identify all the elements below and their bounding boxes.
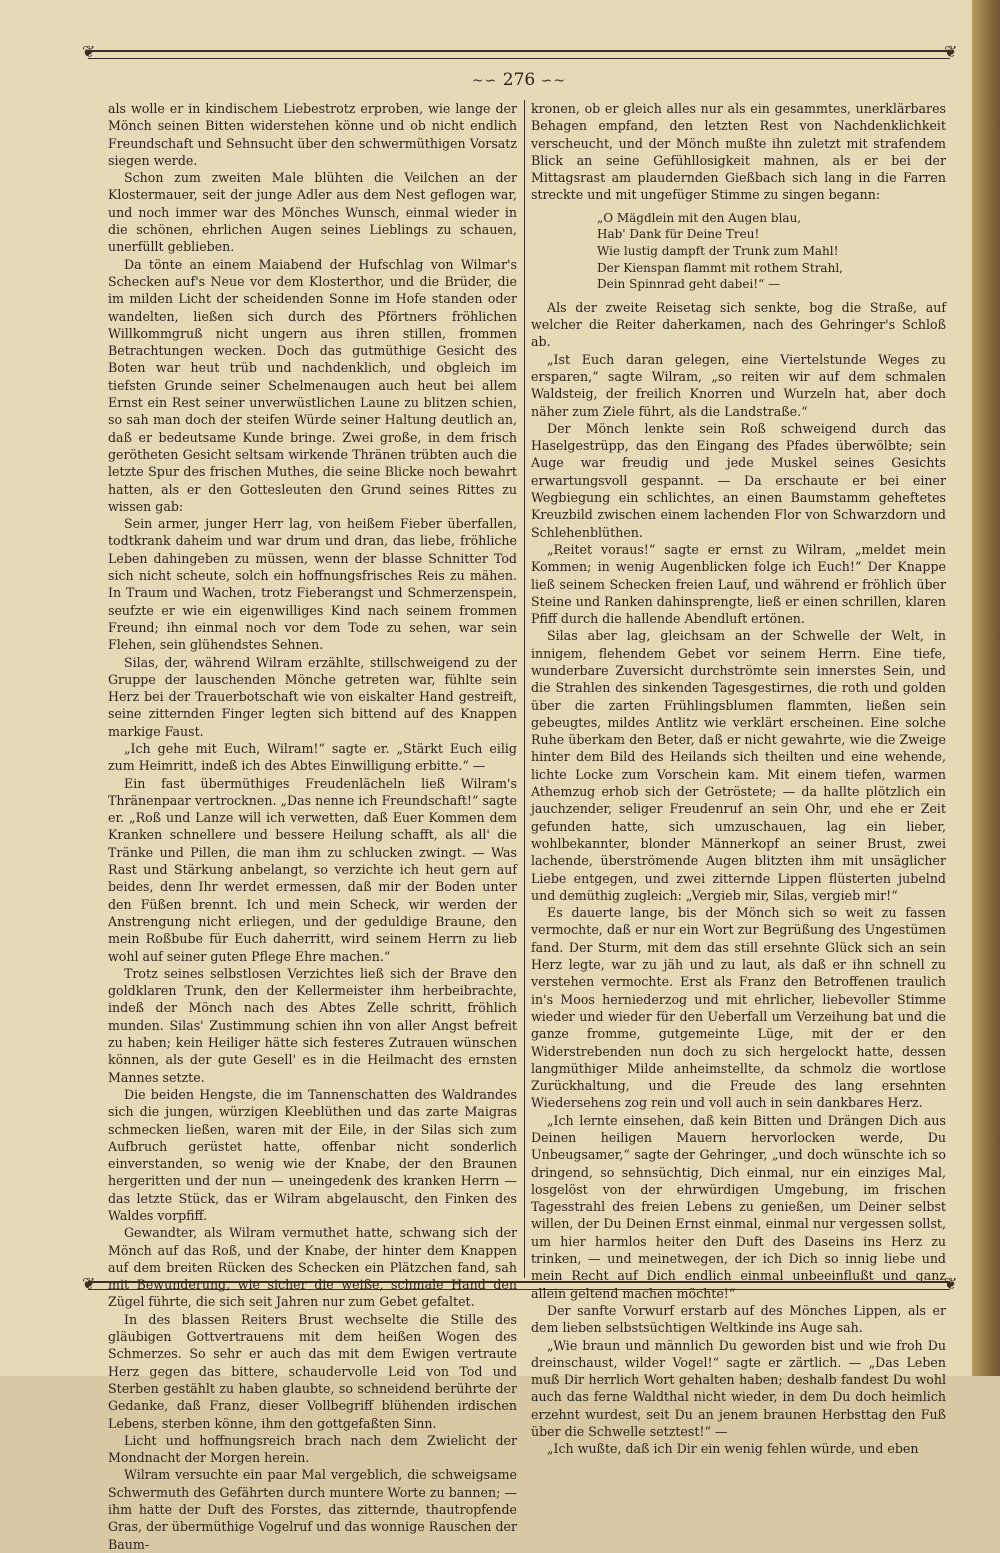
paragraph: Gewandter, als Wilram vermuthet hatte, schwang sich der Mönch auf das Roß, und der Knabe, der hinter dem Knappen auf dem breiten Rücken des Schecken ein Plätzchen fand, sah mit Bewunderung, wie sicher die weiße, schmale Hand den Zügel führte, die sich seit Jahren nur zum Gebet gefaltet. [108,1225,517,1310]
flourish-left-icon: ~∽ [471,73,498,89]
paragraph: Licht und hoffnungsreich brach nach dem Zwielicht der Mondnacht der Morgen herein. [108,1432,517,1466]
paragraph: Da tönte an einem Maiabend der Hufschlag von Wilmar's Schecken auf's Neue vor dem Klosterthor, und die Brüder, die im milden Licht der scheidenden Sonne im Hofe standen oder wandelten, ließen sich durch des Pförtners fröhlichen Willkommgruß nicht ungern aus ihren stillen, frommen Betrachtungen wecken. Doch das gutmüthige Gesicht des Boten war heut trüb und nachdenklich, und obgleich im tiefsten Grunde seiner Schelmenaugen auch heut bei allem Ernst ein Rest seiner unverwüstlichen Laune zu blitzen schien, so sah man doch der steifen Würde seiner Haltung deutlich an, daß er bedeutsame Kunde bringe. Zwei große, in dem frisch gerötheten Gesicht seltsam wirkende Thränen trübten auch die letzte Spur des frischen Muthes, die seine Blicke noch bewahrt hatten, als er den Gottesleuten den Grund seines Rittes zu wissen gab: [108,256,517,514]
page-number: 276 [502,70,536,90]
paragraph: Als der zweite Reisetag sich senkte, bog die Straße, auf welcher die Reiter daherkamen, nach des Gehringer's Schloß ab. [531,299,946,350]
paragraph: Schon zum zweiten Male blühten die Veilchen an der Klostermauer, seit der junge Adler aus dem Nest geflogen war, und noch immer war des Mönches Wunsch, einmal wieder in die schönen, ehrlichen Augen seines Lieblings zu schauen, unerfüllt geblieben. [108,170,517,255]
poem [597,210,946,293]
page-edge-shadow [972,0,1000,1376]
right-column [531,100,946,1457]
paragraph: Silas aber lag, gleichsam an der Schwelle der Welt, in innigem, flehendem Gebet vor seinem Herrn. Eine tiefe, wunderbare Zuversicht durchströmte sein innerstes Sein, und die Strahlen des sinkenden Tagesgestirnes, die roth und golden über die zarten Frühlingsblumen flammten, ließen sein gebeugtes, mildes Antlitz wie verklärt erscheinen. Eine solche Ruhe überkam den Beter, daß er nicht gewahrte, wie die Zweige hinter dem Bild des Heilands sich theilten und eine wehende, lichte Locke zum Vorschein kam. Mit einem tiefen, warmen Athemzug erhob sich der Getröstete; — da hallte plötzlich ein jauchzender, seliger Freudenruf an sein Ohr, und ehe er Zeit gefunden hatte, sich umzuschauen, lag ein lieber, wohlbekannter, blonder Männerkopf an seiner Brust, zwei lachende, überströmende Augen blitzten ihm mit unsäglicher Liebe entgegen, und zwei zitternde Lippen flüsterten jubelnd und demüthig zugleich: „Vergieb mir, Silas, vergieb mir!“ [531,628,946,903]
paragraph: „Ich gehe mit Euch, Wilram!“ sagte er. „Stärkt Euch eilig zum Heimritt, indeß ich des Abtes Einwilligung erbitte.“ — [108,740,517,774]
paragraph: Der Mönch lenkte sein Roß schweigend durch das Haselgestrüpp, das den Eingang des Pfades überwölbte; sein Auge war freudig und jede Muskel seines Gesichts erwartungsvoll gespannt. — Da erschaute er bei einer Wegbiegung ein schlichtes, an einen Baumstamm geheftetes Kreuzbild zwischen einem lachenden Flor von Schwarzdorn und Schlehenblüthen. [531,420,946,540]
paragraph: Silas, der, während Wilram erzählte, stillschweigend zu der Gruppe der lauschenden Mönche getreten war, fühlte sein Herz bei der Trauerbotschaft wie von eiskalter Hand gestreift, seine zitternden Finger legten sich bittend auf des Knappen markige Faust. [108,654,517,739]
paragraph: Der sanfte Vorwurf erstarb auf des Mönches Lippen, als er dem lieben selbstsüchtigen Weltkinde ins Auge sah. [531,1302,946,1336]
top-border-rule [88,50,950,59]
paragraph: „Ich wußte, daß ich Dir ein wenig fehlen würde, und eben [547,1441,919,1457]
left-column [108,100,517,1552]
paragraph: „Ich lernte einsehen, daß kein Bitten und Drängen Dich aus Deinen heiligen Mauern hervorlocken werde, Du Unbeugsamer,“ sagte der Gehringer, „und doch wünschte ich so dringend, so sehnsüchtig, Dich einmal, nur ein einziges Mal, losgelöst von der ehrwürdigen Umgebung, im frischen Tagesstrahl des freien Lebens zu genießen, um Deiner selbst willen, der Du Deinen Ernst einmal, einmal nur vergessen sollst, um hier harmlos heiter den Duft des Daseins ins Herz zu trinken, — und meinetwegen, der ich Dich so innig liebe und mein Recht auf Dich endlich einmal unbeeinflußt und ganz allein geltend machen möchte!“ [531,1112,946,1301]
paragraph: kronen, ob er gleich alles nur als ein gesammtes, unerklärbares Behagen empfand, den letzten Rest von Nachdenklichkeit verscheucht, und der Mönch mußte ihn zuletzt mit strafendem Blick an seine Gefühllosigkeit mahnen, als er bei der Mittagsrast am plaudernden Gießbach sich lang in die Farren streckte und mit ungefüger Stimme zu singen begann: [531,101,946,203]
paragraph: „Wie braun und männlich Du geworden bist und wie froh Du dreinschaust, wilder Vogel!“ sagte er zärtlich. — „Das Leben muß Dir herrlich Wort gehalten haben; deshalb fandest Du wohl auch das ferne Waldthal nicht wieder, in dem Du doch heimlich erzehnt wurdest, seit Du an jenem braunen Herbsttag den Fuß über die Schwelle setztest!“ — [531,1337,946,1440]
paragraph: als wolle er in kindischem Liebestrotz erproben, wie lange der Mönch seinen Bitten widerstehen könne und ob nicht endlich Freundschaft und Sehnsucht über den schwermüthigen Vorsatz siegen werde. [108,101,517,168]
column-divider [524,100,525,1278]
poem-line: Hab' Dank für Deine Treu! [597,227,760,242]
corner-ornament-icon: ❦ [82,42,96,61]
paragraph: Sein armer, junger Herr lag, von heißem Fieber überfallen, todtkrank daheim und war drum und dran, das liebe, fröhliche Leben dahingeben zu müssen, wenn der blasse Schnitter Tod sich nicht scheute, solch ein hoffnungsfrisches Reis zu mähen. In Traum und Wachen, trotz Fieberangst und Schmerzenspein, seufzte er wie ein eigenwilliges Kind nach seinem frommen Freund; ihn einmal noch vor dem Tode zu sehen, war sein Flehen, sein glühendstes Sehnen. [108,516,517,653]
poem-line: Wie lustig dampft der Trunk zum Mahl! [597,243,839,258]
corner-ornament-icon: ❦ [82,1274,96,1293]
page-header [88,68,950,92]
paragraph: Ein fast übermüthiges Freudenlächeln ließ Wilram's Thränenpaar vertrocknen. „Das nenne ich Freundschaft!“ sagte er. „Roß und Lanze will ich verwetten, daß Euer Kommen dem Kranken schnellere und bessere Heilung schafft, als all' die Tränke und Pillen, die man ihm zu schlucken zwingt. — Was Rast und Stärkung anbelangt, so verzichte ich heut gern auf beides, denn Ihr werdet ermessen, daß mir der Boden unter den Füßen brennt. Ich und mein Scheck, wir werden der Anstrengung nicht erliegen, und der geduldige Braune, den mein Roßbube für Euch daherritt, wird seinem Herrn zu lieb wohl auf seiner guten Pflege Ehre machen.“ [108,775,517,964]
flourish-right-icon: ∽~ [540,73,567,89]
paragraph: In des blassen Reiters Brust wechselte die Stille des gläubigen Gottvertrauens mit dem heißen Wogen des Schmerzes. So sehr er auch das mit dem Ewigen vertraute Herz gegen das bittere, schaudervolle Leid von Tod und Sterben gestählt zu haben glaubte, so schneidend berührte der Gedanke, daß Franz, dieser Vollbegriff blühenden irdischen Lebens, sterben könne, ihm den gottgefaßten Sinn. [108,1311,517,1431]
paragraph: „Ist Euch daran gelegen, eine Viertelstunde Weges zu ersparen,“ sagte Wilram, „so reiten wir auf dem schmalen Waldsteig, der freilich Knorren und Wurzeln hat, aber doch näher zum Ziele führt, als die Landstraße.“ [531,351,946,419]
poem-line: Dein Spinnrad geht dabei!“ — [597,277,781,292]
corner-ornament-icon: ❦ [944,1274,958,1293]
bottom-border-rule [88,1281,950,1290]
paragraph: Die beiden Hengste, die im Tannenschatten des Waldrandes sich die jungen, würzigen Kleeblüthen und das zarte Maigras schmecken ließen, waren mit der Eile, in der Silas sich zum Aufbruch gerüstet hatte, offenbar nicht sonderlich einverstanden, so wenig wie der Knabe, der den Braunen hergeritten und der nun — uneingedenk des kranken Herrn — das letzte Stück, das er Wilram abgelauscht, den Finken des Waldes vorpfiff. [108,1086,517,1223]
corner-ornament-icon: ❦ [944,42,958,61]
paragraph: Trotz seines selbstlosen Verzichtes ließ sich der Brave den goldklaren Trunk, den der Kellermeister ihm herbeibrachte, indeß der Mönch nach des Abtes Zelle schritt, fröhlich munden. Silas' Zustimmung schien ihn von aller Angst befreit zu haben; kein Heiliger hätte sich festeres Zutrauen wünschen können, als der gute Gesell' es in die Heilmacht des ernsten Mannes setzte. [108,965,517,1085]
poem-line: Der Kienspan flammt mit rothem Strahl, [597,260,843,275]
paragraph: Wilram versuchte ein paar Mal vergeblich, die schweigsame Schwermuth des Gefährten durch muntere Worte zu bannen; — ihm hatte der Duft des Forstes, das zitternde, thautropfende Gras, der übermüthige Vogelruf und das wonnige Rauschen der Baum- [108,1467,517,1552]
poem-line: „O Mägdlein mit den Augen blau, [597,210,802,225]
paragraph: Es dauerte lange, bis der Mönch sich so weit zu fassen vermochte, daß er nur ein Wort zur Begrüßung des Ungestümen fand. Der Sturm, mit dem das still ersehnte Glück sich an sein Herz legte, war zu jäh und zu laut, als daß er ihn schnell zu verstehen vermochte. Erst als Franz den Betroffenen traulich in's Moos herniederzog und mit ehrlicher, liebevoller Stimme wieder und wieder für den Ueberfall um Verzeihung bat und die ganze fromme, gutgemeinte Lüge, mit der er den Widerstrebenden nun doch zu sich hergelockt hatte, dessen langmüthiger Milde anheimstellte, da schmolz die wortlose Zurückhaltung, und die Freude des lang ersehnten Wiedersehens zog rein und voll auch in sein dankbares Herz. [531,905,946,1111]
paragraph: „Reitet voraus!“ sagte er ernst zu Wilram, „meldet mein Kommen; in wenig Augenblicken folge ich Euch!“ Der Knappe ließ seinem Schecken freien Lauf, und während er fröhlich über Steine und Ranken dahinsprengte, ließ er einen schrillen, klaren Pfiff durch die hallende Abendluft ertönen. [531,541,946,627]
